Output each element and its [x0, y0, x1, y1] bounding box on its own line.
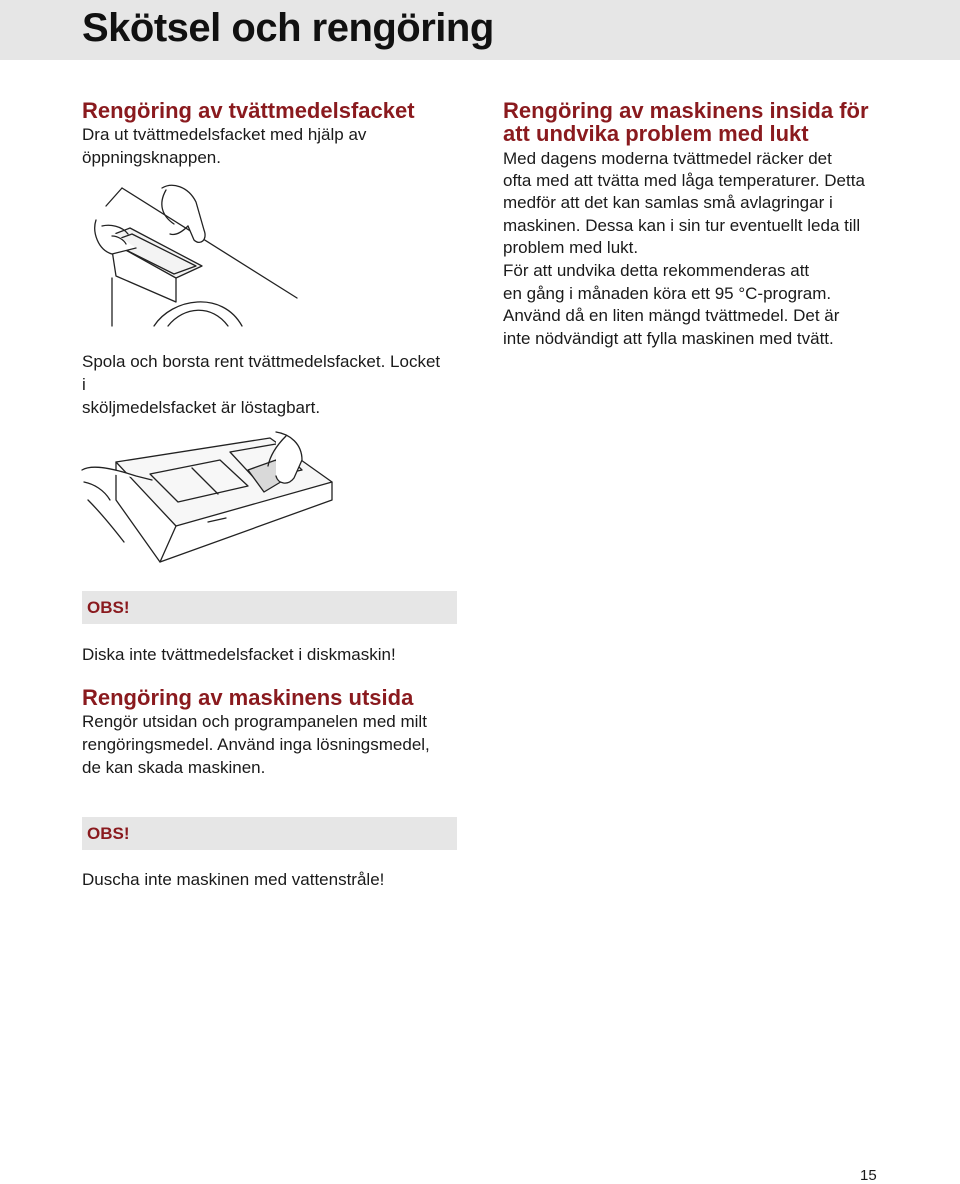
drawer-lid-illustration	[80, 430, 342, 570]
inside-text-2: ofta med att tvätta med låga temperaturer. Detta	[503, 171, 865, 190]
outside-text-1: Rengör utsidan och programpanelen med milt	[82, 712, 427, 731]
heading-machine-inside-2: att undvika problem med lukt	[503, 121, 809, 146]
outside-text-2: rengöringsmedel. Använd inga lösningsmedel,	[82, 735, 430, 754]
obs-label-2: OBS!	[87, 824, 130, 843]
obs-notice-1	[82, 591, 457, 624]
rinse-text-1: Spola och borsta rent tvättmedelsfacket. Locket	[82, 352, 441, 371]
inside-text-5: problem med lukt.	[503, 238, 639, 257]
obs-label-1: OBS!	[87, 598, 130, 617]
obs-text-2: Duscha inte maskinen med vattenstråle!	[82, 870, 385, 889]
page-title: Skötsel och rengöring	[82, 6, 494, 50]
heading-machine-outside: Rengöring av maskinens utsida	[82, 685, 414, 710]
detergent-drawer-text-1: Dra ut tvättmedelsfacket med hjälp av	[82, 125, 367, 144]
inside-text-8: Använd då en liten mängd tvättmedel. Det är	[503, 306, 840, 325]
rinse-text-2: i	[82, 375, 86, 394]
inside-text-4: maskinen. Dessa kan i sin tur eventuellt leda till	[503, 216, 861, 235]
inside-text-6: För att undvika detta rekommenderas att	[503, 261, 810, 280]
obs-text-1: Diska inte tvättmedelsfacket i diskmaskin!	[82, 645, 396, 664]
detergent-drawer-text-2: öppningsknappen.	[82, 148, 221, 167]
heading-detergent-drawer: Rengöring av tvättmedelsfacket	[82, 98, 415, 123]
page-number: 15	[860, 1167, 877, 1184]
inside-text-1: Med dagens moderna tvättmedel räcker det	[503, 149, 832, 168]
heading-machine-inside-1: Rengöring av maskinens insida för	[503, 98, 869, 123]
obs-notice-2	[82, 817, 457, 850]
inside-text-7: en gång i månaden köra ett 95 °C-program.	[503, 284, 832, 303]
inside-text-3: medför att det kan samlas små avlagringar i	[503, 193, 833, 212]
inside-text-9: inte nödvändigt att fylla maskinen med tvätt.	[503, 329, 834, 348]
pull-out-drawer-illustration	[92, 180, 302, 328]
title-bar	[0, 0, 960, 60]
outside-text-3: de kan skada maskinen.	[82, 758, 266, 777]
rinse-text-3: sköljmedelsfacket är löstagbart.	[82, 398, 321, 417]
